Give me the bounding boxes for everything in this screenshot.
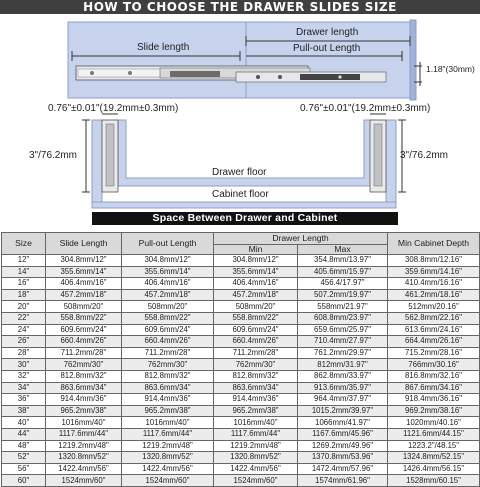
cell-size: 36" xyxy=(2,394,46,406)
cell-size: 38" xyxy=(2,405,46,417)
col-header-max: Max xyxy=(298,245,388,255)
col-header-min: Min xyxy=(214,245,298,255)
cell-min-cabinet-depth: 562.8mm/22.16" xyxy=(388,312,480,324)
cell-slide-length: 1117.6mm/44" xyxy=(46,428,122,440)
right-height-label: 3"/76.2mm xyxy=(400,150,449,161)
table-row xyxy=(2,289,480,301)
cell-slide-length: 863.6mm/34" xyxy=(46,382,122,394)
cell-drawer-max: 1066mm/41.97" xyxy=(298,417,388,429)
cell-drawer-max: 710.4mm/27.97" xyxy=(298,336,388,348)
cell-pullout-length: 762mm/30" xyxy=(122,359,214,371)
cell-pullout-length: 1016mm/40" xyxy=(122,417,214,429)
left-gap-label: 0.76"±0.01"(19.2mm±0.3mm) xyxy=(48,103,179,114)
cell-pullout-length: 1117.6mm/44" xyxy=(122,428,214,440)
cabinet-panel xyxy=(68,22,246,98)
cell-drawer-max: 1269.2mm/49.96" xyxy=(298,440,388,452)
cell-size: 26" xyxy=(2,336,46,348)
cell-min-cabinet-depth: 308.8mm/12.16" xyxy=(388,255,480,267)
cell-drawer-min: 558.8mm/22" xyxy=(214,312,298,324)
cell-pullout-length: 711.2mm/28" xyxy=(122,347,214,359)
cell-drawer-min: 1422.4mm/56" xyxy=(214,463,298,475)
cell-min-cabinet-depth: 969.2mm/38.16" xyxy=(388,405,480,417)
cell-min-cabinet-depth: 461.2mm/18.16" xyxy=(388,289,480,301)
pullout-length-label: Pull-out Length xyxy=(293,43,361,54)
table-row xyxy=(2,370,480,382)
cell-drawer-min: 1320.8mm/52" xyxy=(214,452,298,464)
cell-size: 32" xyxy=(2,370,46,382)
cell-drawer-max: 1574mm/61.96" xyxy=(298,475,388,487)
cell-size: 14" xyxy=(2,266,46,278)
cell-min-cabinet-depth: 1426.4mm/56.15" xyxy=(388,463,480,475)
slide-length-label: Slide length xyxy=(137,42,190,53)
left-height-label: 3"/76.2mm xyxy=(29,150,78,161)
table-row xyxy=(2,417,480,429)
cell-pullout-length: 508mm/20" xyxy=(122,301,214,313)
cell-size: 44" xyxy=(2,428,46,440)
cell-pullout-length: 457.2mm/18" xyxy=(122,289,214,301)
cell-pullout-length: 355.6mm/14" xyxy=(122,266,214,278)
cell-drawer-max: 608.8mm/23.97" xyxy=(298,312,388,324)
col-header-size: Size xyxy=(2,233,46,255)
cell-drawer-max: 405.6mm/15.97" xyxy=(298,266,388,278)
cell-slide-length: 660.4mm/26" xyxy=(46,336,122,348)
left-cabinet-wall xyxy=(92,120,102,202)
cell-slide-length: 1016mm/40" xyxy=(46,417,122,429)
cell-slide-length: 355.6mm/14" xyxy=(46,266,122,278)
cell-pullout-length: 1422.4mm/56" xyxy=(122,463,214,475)
cell-slide-length: 304.8mm/12" xyxy=(46,255,122,267)
cell-size: 28" xyxy=(2,347,46,359)
cell-size: 48" xyxy=(2,440,46,452)
cell-slide-length: 1524mm/60" xyxy=(46,475,122,487)
cell-size: 22" xyxy=(2,312,46,324)
cell-slide-length: 1422.4mm/56" xyxy=(46,463,122,475)
cell-slide-length: 1219.2mm/48" xyxy=(46,440,122,452)
size-table-wrapper xyxy=(1,232,479,487)
cell-slide-length: 508mm/20" xyxy=(46,301,122,313)
table-row xyxy=(2,359,480,371)
space-between-banner: Space Between Drawer and Cabinet xyxy=(92,212,398,225)
cell-drawer-min: 406.4mm/16" xyxy=(214,278,298,290)
size-table xyxy=(1,232,480,487)
table-row xyxy=(2,405,480,417)
cell-drawer-max: 761.2mm/29.97" xyxy=(298,347,388,359)
table-row xyxy=(2,266,480,278)
table-row xyxy=(2,336,480,348)
cell-slide-length: 1320.8mm/52" xyxy=(46,452,122,464)
cell-drawer-min: 711.2mm/28" xyxy=(214,347,298,359)
col-header-pullout-length: Pull-out Length xyxy=(122,233,214,255)
page-title: HOW TO CHOOSE THE DRAWER SLIDES SIZE xyxy=(0,0,480,14)
table-row xyxy=(2,255,480,267)
cell-slide-length: 762mm/30" xyxy=(46,359,122,371)
cell-drawer-min: 1016mm/40" xyxy=(214,417,298,429)
cell-min-cabinet-depth: 1324.8mm/52.15" xyxy=(388,452,480,464)
cell-min-cabinet-depth: 1020mm/40.16" xyxy=(388,417,480,429)
cell-min-cabinet-depth: 816.8mm/32.16" xyxy=(388,370,480,382)
cell-slide-length: 457.2mm/18" xyxy=(46,289,122,301)
cell-min-cabinet-depth: 867.6mm/34.16" xyxy=(388,382,480,394)
cell-slide-length: 711.2mm/28" xyxy=(46,347,122,359)
cell-size: 34" xyxy=(2,382,46,394)
right-cabinet-wall xyxy=(386,120,396,202)
cell-drawer-min: 1219.2mm/48" xyxy=(214,440,298,452)
cell-size: 40" xyxy=(2,417,46,429)
cell-drawer-min: 863.6mm/34" xyxy=(214,382,298,394)
cell-drawer-max: 913.6mm/35.97" xyxy=(298,382,388,394)
slide-size-diagram xyxy=(0,14,480,228)
right-gap-label: 0.76"±0.01"(19.2mm±0.3mm) xyxy=(300,103,431,114)
cell-min-cabinet-depth: 664.4mm/26.16" xyxy=(388,336,480,348)
cell-drawer-min: 762mm/30" xyxy=(214,359,298,371)
cell-min-cabinet-depth: 918.4mm/36.16" xyxy=(388,394,480,406)
table-row xyxy=(2,347,480,359)
cell-drawer-min: 1117.6mm/44" xyxy=(214,428,298,440)
cell-size: 30" xyxy=(2,359,46,371)
cell-size: 12" xyxy=(2,255,46,267)
cell-pullout-length: 965.2mm/38" xyxy=(122,405,214,417)
cell-size: 16" xyxy=(2,278,46,290)
cell-drawer-max: 1015.2mm/39.97" xyxy=(298,405,388,417)
table-row xyxy=(2,452,480,464)
cell-pullout-length: 558.8mm/22" xyxy=(122,312,214,324)
cell-slide-length: 406.4mm/16" xyxy=(46,278,122,290)
col-header-drawer-length: Drawer Length xyxy=(214,233,388,245)
drawer-front xyxy=(410,20,416,100)
cell-drawer-max: 1370.8mm/53.96" xyxy=(298,452,388,464)
cell-drawer-max: 812mm/31.97" xyxy=(298,359,388,371)
table-row xyxy=(2,278,480,290)
cell-pullout-length: 660.4mm/26" xyxy=(122,336,214,348)
cell-drawer-min: 355.6mm/14" xyxy=(214,266,298,278)
cell-drawer-min: 609.6mm/24" xyxy=(214,324,298,336)
cell-drawer-max: 456.4/17.97" xyxy=(298,278,388,290)
cell-min-cabinet-depth: 613.6mm/24.16" xyxy=(388,324,480,336)
table-row xyxy=(2,394,480,406)
cell-size: 18" xyxy=(2,289,46,301)
cell-min-cabinet-depth: 1121.6mm/44.15" xyxy=(388,428,480,440)
table-row xyxy=(2,475,480,487)
cell-slide-length: 609.6mm/24" xyxy=(46,324,122,336)
cabinet-floor-label: Cabinet floor xyxy=(212,189,269,200)
cell-pullout-length: 304.8mm/12" xyxy=(122,255,214,267)
table-row xyxy=(2,428,480,440)
cell-min-cabinet-depth: 410.4mm/16.16" xyxy=(388,278,480,290)
cell-size: 56" xyxy=(2,463,46,475)
cell-size: 52" xyxy=(2,452,46,464)
cell-drawer-max: 507.2mm/19.97" xyxy=(298,289,388,301)
cell-size: 20" xyxy=(2,301,46,313)
cell-drawer-max: 1167.6mm/45.96" xyxy=(298,428,388,440)
cell-drawer-min: 508mm/20" xyxy=(214,301,298,313)
cell-drawer-max: 1472.4mm/57.96" xyxy=(298,463,388,475)
cell-pullout-length: 914.4mm/36" xyxy=(122,394,214,406)
cell-pullout-length: 863.6mm/34" xyxy=(122,382,214,394)
cell-size: 60" xyxy=(2,475,46,487)
cell-min-cabinet-depth: 1528mm/60.15" xyxy=(388,475,480,487)
cell-drawer-min: 660.4mm/26" xyxy=(214,336,298,348)
cell-min-cabinet-depth: 715.2mm/28.16" xyxy=(388,347,480,359)
thickness-label: 1.18"(30mm) xyxy=(426,64,475,74)
cell-drawer-max: 862.8mm/33.97" xyxy=(298,370,388,382)
table-row xyxy=(2,382,480,394)
drawer-floor-label: Drawer floor xyxy=(212,167,267,178)
cell-pullout-length: 406.4mm/16" xyxy=(122,278,214,290)
cabinet-floor xyxy=(92,202,396,208)
col-header-min-cabinet-depth: Min Cabinet Depth xyxy=(388,233,480,255)
table-row xyxy=(2,301,480,313)
cell-drawer-max: 558mm/21.97" xyxy=(298,301,388,313)
cell-pullout-length: 609.6mm/24" xyxy=(122,324,214,336)
table-row xyxy=(2,312,480,324)
cell-slide-length: 914.4mm/36" xyxy=(46,394,122,406)
cell-slide-length: 558.8mm/22" xyxy=(46,312,122,324)
drawer-length-label: Drawer length xyxy=(296,27,359,38)
cell-pullout-length: 1320.8mm/52" xyxy=(122,452,214,464)
cell-drawer-min: 304.8mm/12" xyxy=(214,255,298,267)
cell-min-cabinet-depth: 766mm/30.16" xyxy=(388,359,480,371)
table-body xyxy=(2,255,480,487)
cell-drawer-max: 659.6mm/25.97" xyxy=(298,324,388,336)
cell-min-cabinet-depth: 359.6mm/14.16" xyxy=(388,266,480,278)
table-row xyxy=(2,463,480,475)
cell-slide-length: 812.8mm/32" xyxy=(46,370,122,382)
cell-slide-length: 965.2mm/38" xyxy=(46,405,122,417)
table-row xyxy=(2,440,480,452)
col-header-slide-length: Slide Length xyxy=(46,233,122,255)
cell-pullout-length: 1524mm/60" xyxy=(122,475,214,487)
cell-drawer-min: 965.2mm/38" xyxy=(214,405,298,417)
cell-drawer-max: 354.8mm/13.97" xyxy=(298,255,388,267)
cell-drawer-min: 812.8mm/32" xyxy=(214,370,298,382)
cell-pullout-length: 1219.2mm/48" xyxy=(122,440,214,452)
cell-drawer-min: 457.2mm/18" xyxy=(214,289,298,301)
cell-min-cabinet-depth: 512mm/20.16" xyxy=(388,301,480,313)
table-row xyxy=(2,324,480,336)
cell-drawer-min: 914.4mm/36" xyxy=(214,394,298,406)
cell-min-cabinet-depth: 1223.2"/48.15" xyxy=(388,440,480,452)
cell-drawer-max: 964.4mm/37.97" xyxy=(298,394,388,406)
cell-drawer-min: 1524mm/60" xyxy=(214,475,298,487)
cell-pullout-length: 812.8mm/32" xyxy=(122,370,214,382)
cell-size: 24" xyxy=(2,324,46,336)
